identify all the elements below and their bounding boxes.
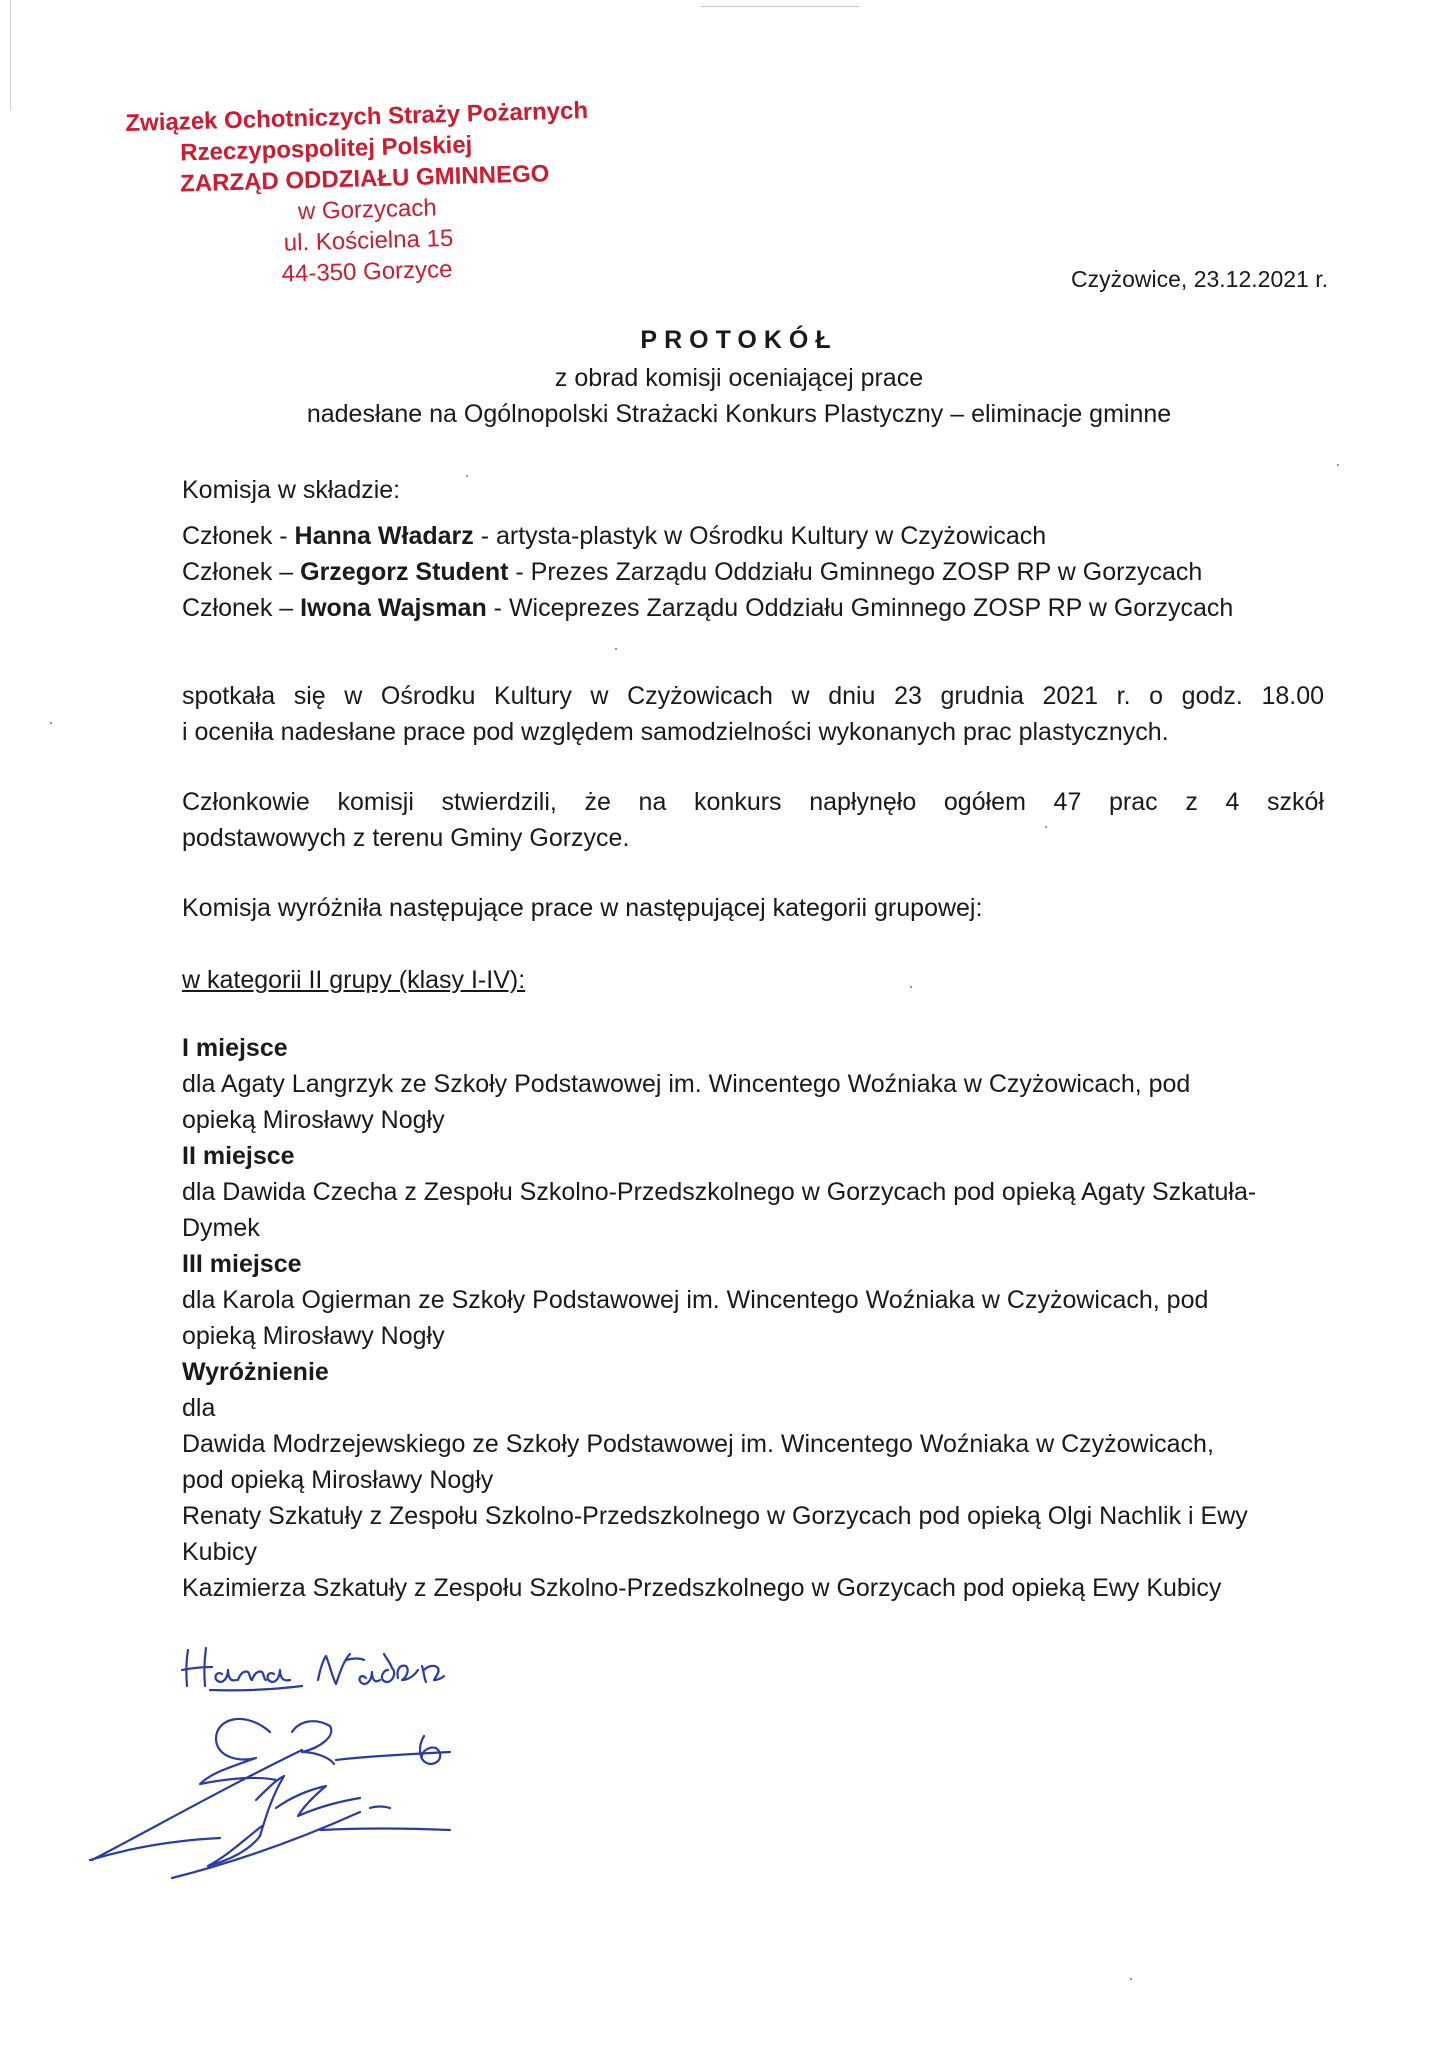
signature-stroke	[420, 1736, 440, 1764]
signature-stroke	[210, 1686, 302, 1690]
member-line	[182, 590, 1324, 626]
signature-stroke	[268, 1670, 290, 1682]
distinction-line: Kazimierza Szkatuły z Zespołu Szkolno-Przedszkolnego w Gorzycach pod opieką Ewy Kubicy	[182, 1574, 1222, 1602]
member-line	[182, 518, 1324, 554]
member-prefix: Członek –	[182, 558, 301, 586]
distinction-line: pod opieką Mirosławy Nogły	[182, 1466, 494, 1494]
scan-speck	[615, 648, 617, 650]
paragraph-line: spotkała się w Ośrodku Kultury w Czyżowicach w dniu 23 grudnia 2021 r. o godz. 18.00	[182, 682, 1324, 710]
document-subtitle: nadesłane na Ogólnopolski Strażacki Konkurs Plastyczny – eliminacje gminne	[306, 400, 1172, 428]
distinction-line: dla	[182, 1394, 216, 1422]
stamp-line: w Gorzycach	[297, 194, 437, 226]
stamp-line: ZARZĄD ODDZIAŁU GMINNEGO	[179, 160, 550, 198]
meeting-paragraph	[182, 678, 1324, 750]
award-item	[182, 1138, 1324, 1246]
signature-stroke	[276, 1786, 360, 1816]
stamp-line: Rzeczypospolitej Polskiej	[179, 131, 473, 167]
committee-members	[182, 518, 1324, 626]
category-intro: Komisja wyróżniła następujące prace w następującej kategorii grupowej:	[182, 894, 983, 922]
stamp-line: ul. Kościelna 15	[283, 224, 454, 257]
distinction-line: Kubicy	[182, 1538, 258, 1566]
distinction-heading: Wyróżnienie	[182, 1358, 329, 1386]
document-title: PROTOKÓŁ	[640, 326, 838, 354]
signature-stroke	[346, 1659, 364, 1661]
award-place: I miejsce	[182, 1034, 288, 1062]
signature-stroke	[422, 1666, 444, 1682]
awards-list	[182, 1030, 1324, 1606]
scan-speck	[1130, 1978, 1132, 1980]
committee-intro: Komisja w składzie:	[182, 476, 401, 504]
award-place: III miejsce	[182, 1250, 302, 1278]
member-role: - Prezes Zarządu Oddziału Gminnego ZOSP RP w Gorzycach	[508, 558, 1203, 586]
award-line: dla Karola Ogierman ze Szkoły Podstawowej im. Wincentego Woźniaka w Czyżowicach, pod	[182, 1286, 1209, 1314]
scan-artifact-left	[10, 0, 11, 110]
signature-stroke	[320, 1829, 450, 1831]
award-item	[182, 1246, 1324, 1354]
count-paragraph	[182, 784, 1324, 856]
stamp-line: Związek Ochotniczych Straży Pożarnych	[125, 97, 589, 137]
document-subtitle: z obrad komisji oceniającej prace	[554, 364, 924, 392]
signature-stroke	[336, 1752, 450, 1760]
signature-stroke	[216, 1670, 236, 1682]
award-item	[182, 1030, 1324, 1138]
member-name: Iwona Wajsman	[300, 594, 487, 622]
award-line: dla Dawida Czecha z Zespołu Szkolno-Przedszkolnego w Gorzycach pod opieką Agaty Szkatuła-	[182, 1178, 1257, 1206]
signature-stroke	[370, 1807, 390, 1809]
member-role: - artysta-plastyk w Ośrodku Kultury w Czyżowicach	[473, 522, 1047, 550]
organization-stamp	[125, 94, 630, 294]
category-heading: w kategorii II grupy (klasy I-IV):	[182, 966, 526, 994]
distinction-section	[182, 1354, 1324, 1606]
signature-stroke	[90, 1838, 220, 1860]
member-role: - Wiceprezes Zarządu Oddziału Gminnego ZOSP RP w Gorzycach	[486, 594, 1234, 622]
member-name: Hanna Władarz	[294, 522, 474, 550]
award-line: Dymek	[182, 1214, 260, 1242]
handwritten-signatures	[40, 1640, 480, 1880]
distinction-line: Dawida Modrzejewskiego ze Szkoły Podstawowej im. Wincentego Woźniaka w Czyżowicach,	[182, 1430, 1214, 1458]
scan-speck	[50, 722, 52, 724]
signature-stroke	[397, 1666, 418, 1680]
document-date: Czyżowice, 23.12.2021 r.	[1071, 266, 1328, 292]
member-line	[182, 554, 1324, 590]
award-line: opieką Mirosławy Nogły	[182, 1106, 445, 1134]
scan-speck	[1337, 464, 1339, 466]
signature-stroke	[292, 1721, 334, 1764]
signature-stroke	[360, 1672, 380, 1684]
award-line: opieką Mirosławy Nogły	[182, 1322, 445, 1350]
signature-stroke	[382, 1654, 394, 1682]
paragraph-line: podstawowych z terenu Gminy Gorzyce.	[182, 824, 630, 852]
scan-artifact-top	[700, 6, 860, 7]
signature-stroke	[172, 1812, 360, 1878]
signature-stroke	[200, 1719, 276, 1784]
signature-stroke	[208, 1776, 284, 1866]
member-prefix: Członek -	[182, 522, 295, 550]
member-name: Grzegorz Student	[300, 558, 509, 586]
signature-stroke	[318, 1654, 350, 1684]
distinction-line: Renaty Szkatuły z Zespołu Szkolno-Przedszkolnego w Gorzycach pod opieką Olgi Nachlik i Ewy	[182, 1502, 1248, 1530]
paragraph-line: i oceniła nadesłane prace pod względem samodzielności wykonanych prac plastycznych.	[182, 718, 1169, 746]
paragraph-line: Członkowie komisji stwierdzili, że na konkurs napłynęło ogółem 47 prac z 4 szkół	[182, 788, 1324, 816]
award-place: II miejsce	[182, 1142, 295, 1170]
member-prefix: Członek –	[182, 594, 301, 622]
signature-stroke	[238, 1671, 266, 1680]
stamp-line: 44-350 Gorzyce	[281, 255, 453, 288]
award-line: dla Agaty Langrzyk ze Szkoły Podstawowej im. Wincentego Woźniaka w Czyżowicach, pod	[182, 1070, 1191, 1098]
